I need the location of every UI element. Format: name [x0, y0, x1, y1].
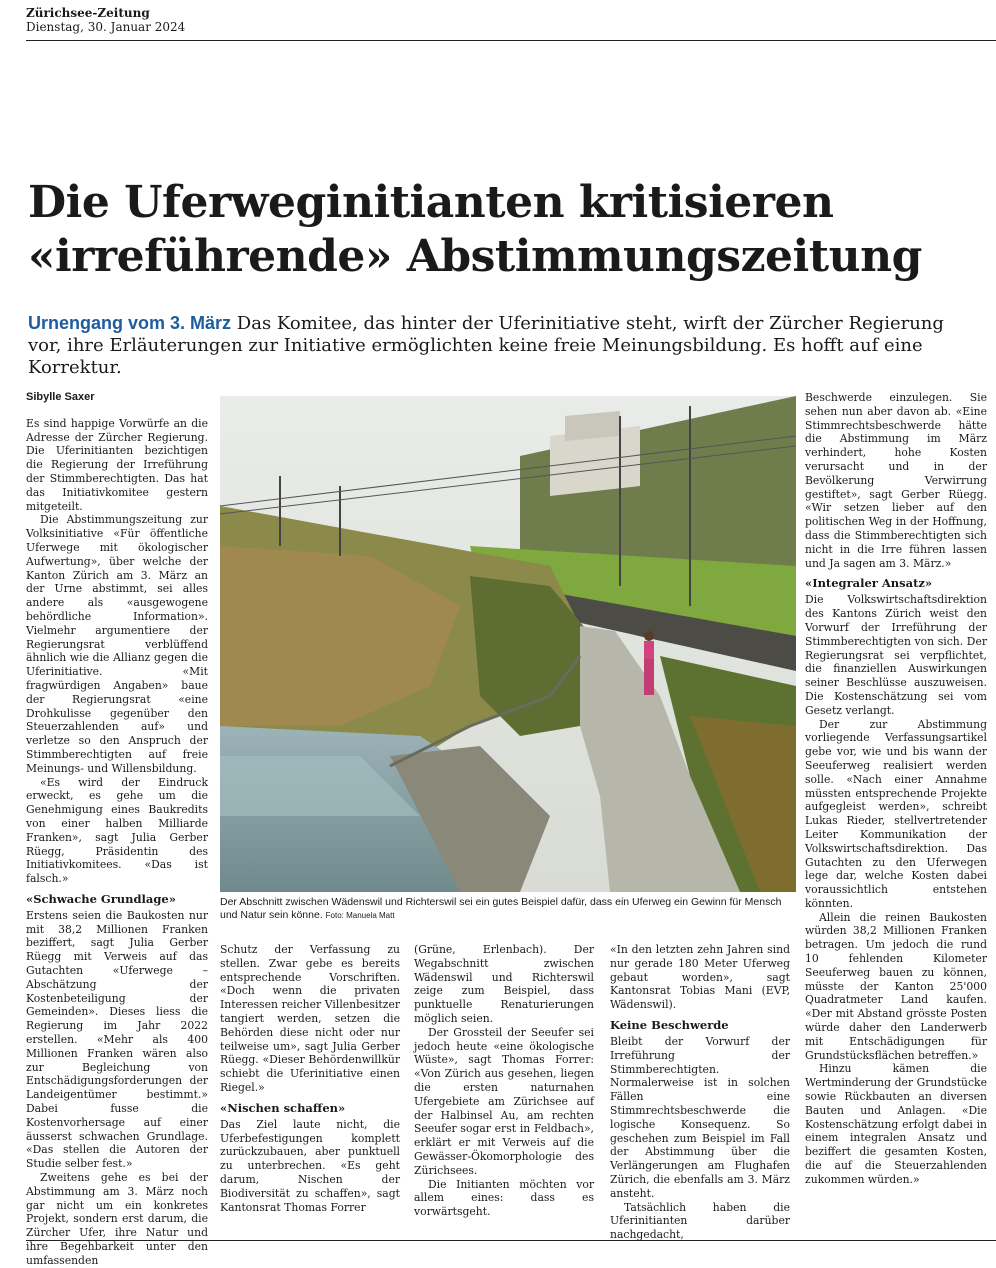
paragraph: (Grüne, Erlenbach). Der Wegabschnitt zwischen Wädenswil und Richterswil zeige zum Beispiel, dass punktuelle Renaturierungen möglich seien. [414, 943, 594, 1025]
paragraph: Erstens seien die Baukosten nur mit 38,2 Millionen Franken beziffert, sagt Julia Gerber Rüegg mit Verweis auf das Gutachten «Uferwege – Abschätzung der Kostenbeteiligung der Gemeinden». Dieses liess die Regierung im Jahr 2022 erstellen. «Mehr als 400 Millionen Franken wären also zur Begleichung von Entschädigungsforderungen der Landeigentümer bestimmt.» Dabei fusse die Kostenvorhersage auf einer äusserst schwachen Grundlage. «Das stellen die Autoren der Studie selber fest.» [26, 908, 208, 1171]
lakeside-path-photo [220, 396, 796, 892]
headline [28, 176, 978, 284]
headline-line-2: «irreführende» Abstimmungszeitung [28, 231, 922, 282]
issue-date: Dienstag, 30. Januar 2024 [26, 20, 186, 34]
column-5 [805, 391, 987, 1229]
paragraph: Der Grossteil der Seeufer sei jedoch heute «eine ökologische Wüste», sagt Thomas Forrer: «Von Zürich aus gesehen, liegen die ersten naturnahen Ufergebiete am Zürichsee auf der Halbinsel Au, am rechten Seeufer sogar erst in Feldbach», erklärt er mit Verweis auf die Gewässer-Ökomorphologie des Zürichsees. [414, 1025, 594, 1177]
photo-caption [220, 896, 796, 922]
lead-paragraph [28, 312, 978, 379]
article-photo [220, 396, 796, 892]
subheading-keine-beschwerde: Keine Beschwerde [610, 1017, 729, 1032]
paragraph: Beschwerde einzulegen. Sie sehen nun aber davon ab. «Eine Stimmrechtsbeschwerde hätte die Abstimmung im März verhindert, hohe Kosten verursacht und in der Bevölkerung Verwirrung gestiftet», sagt Gerber Rüegg. «Wir setzen lieber auf den politischen Weg in der Hoffnung, dass die Stimmberechtigten sich nicht in die Irre führen lassen und Ja sagen am 3. März.» [805, 391, 987, 570]
lead-text: Das Komitee, das hinter der Uferinitiative steht, wirft der Zürcher Regierung vor, ihre Erläuterungen zur Initiative ermöglichten keine freie Meinungsbildung. Es hofft auf eine Korrektur. [28, 313, 944, 378]
paragraph: Zweitens gehe es bei der Abstimmung am 3. März noch gar nicht um ein konkretes Projekt, sondern erst darum, die Zürcher Ufer, ihre Natur und ihre Begehbarkeit unter den umfassenden [26, 1171, 208, 1267]
paragraph: Der zur Abstimmung vorliegende Verfassungsartikel gebe vor, wie und bis wann der Seeuferweg realisiert werden solle. «Nach einer Annahme müssten entsprechende Projekte aufgegleist werden», schreibt Lukas Rieder, stellvertretender Leiter Kommunikation der Volkswirtschaftsdirektion. Das Gutachten zu den Uferwegen lege dar, welche Kosten dabei voraussichtlich entstehen könnten. [805, 717, 987, 910]
caption-text: Der Abschnitt zwischen Wädenswil und Richterswil sei ein gutes Beispiel dafür, dass ein Uferweg ein Gewinn für Mensch und Natur sein könne. [220, 896, 782, 921]
paragraph: «In den letzten zehn Jahren sind nur gerade 180 Meter Uferweg gebaut worden», sagt Kantonsrat Tobias Mani (EVP, Wädenswil). [610, 943, 790, 1012]
newspaper-name: Zürichsee-Zeitung [26, 6, 150, 20]
footer-rule [26, 1240, 996, 1241]
subheading-schwache-grundlage: «Schwache Grundlage» [26, 891, 176, 906]
author-byline: Sibylle Saxer [26, 391, 95, 403]
header-rule [26, 40, 996, 41]
column-2 [220, 943, 400, 1229]
subheading-integraler-ansatz: «Integraler Ansatz» [805, 576, 933, 591]
subheading-nischen-schaffen: «Nischen schaffen» [220, 1100, 346, 1115]
paragraph: «Es wird der Eindruck erweckt, es gehe um die Genehmigung eines Baukredits von einer halben Milliarde Franken», sagt Julia Gerber Rüegg, Präsidentin des Initiativkomitees. «Das ist falsch.» [26, 775, 208, 886]
photo-credit: Foto: Manuela Matt [325, 911, 395, 920]
column-4 [610, 943, 790, 1242]
paragraph: Allein die reinen Baukosten würden 38,2 Millionen Franken betragen. Um jedoch die rund 10 fehlenden Kilometer Seeuferweg bauen zu können, müsste der Kanton 25'000 Quadratmeter Land kaufen. «Der mit Abstand grösste Posten würde daher den Landerwerb mit Entschädigungen für Grundstücksflächen betreffen.» [805, 910, 987, 1062]
paragraph: Die Volkswirtschaftsdirektion des Kantons Zürich weist den Vorwurf der Irreführung der Stimmberechtigten von sich. Der Regierungsrat sei verpflichtet, die finanziellen Auswirkungen seiner Beschlüsse auszuweisen. Die Kostenschätzung sei vom Gesetz verlangt. [805, 593, 987, 717]
paragraph: Die Abstimmungszeitung zur Volksinitiative «Für öffentliche Uferwege mit ökologischer Aufwertung», über welche der Kanton Zürich am 3. März an der Urne abstimmt, sei alles andere als «ausgewogene behördliche Information». Vielmehr argumentiere der Regierungsrat verblüffend ähnlich wie die Allianz gegen die Uferinitiative. «Mit fragwürdigen Angaben» baue der Regierungsrat «eine Drohkulisse gegenüber den Steuerzahlenden auf» und verletze so den Anspruch der Stimmberechtigten auf freie Meinungs- und Willensbildung. [26, 513, 208, 775]
headline-line-1: Die Uferweginitianten kritisieren [28, 177, 834, 228]
paragraph: Es sind happige Vorwürfe an die Adresse der Zürcher Regierung. Die Uferinitianten bezichtigen die Regierung der Irreführung der Stimmberechtigten. Das hat das Initiativkomitee gestern mitgeteilt. [26, 416, 208, 513]
paragraph: Hinzu kämen die Wertminderung der Grundstücke sowie Rückbauten an diversen Bauten und Anlagen. «Die Kostenschätzung erfolgt dabei in einem integralen Ansatz und beziffert die gesamten Kosten, die auf die Steuerzahlenden zukommen würden.» [805, 1062, 987, 1186]
paragraph: Schutz der Verfassung zu stellen. Zwar gebe es bereits entsprechende Vorschriften. «Doch wenn die privaten Interessen reicher Villenbesitzer tangiert werden, setzen die Behörden diese nicht oder nur teilweise um», sagt Julia Gerber Rüegg. «Dieser Behördenwillkür schiebt die Uferinitiative einen Riegel.» [220, 943, 400, 1094]
column-1 [26, 391, 208, 1267]
kicker: Urnengang vom 3. März [28, 313, 232, 333]
paragraph: Die Initianten möchten vor allem eines: dass es vorwärtsgeht. [414, 1177, 594, 1219]
paragraph: Das Ziel laute nicht, die Uferbefestigungen komplett zurückzubauen, aber punktuell zu unterbrechen. «Es geht darum, Nischen der Biodiversität zu schaffen», sagt Kantonsrat Thomas Forrer [220, 1117, 400, 1214]
column-3 [414, 943, 594, 1229]
paragraph: Tatsächlich haben die Uferinitianten darüber nachgedacht, [610, 1200, 790, 1242]
paragraph: Bleibt der Vorwurf der Irreführung der Stimmberechtigten. Normalerweise ist in solchen Fällen eine Stimmrechtsbeschwerde die logische Konsequenz. So geschehen zum Beispiel im Fall der Abstimmung über die Verlängerungen am Flughafen Zürich, die ebenfalls am 3. März ansteht. [610, 1034, 790, 1200]
